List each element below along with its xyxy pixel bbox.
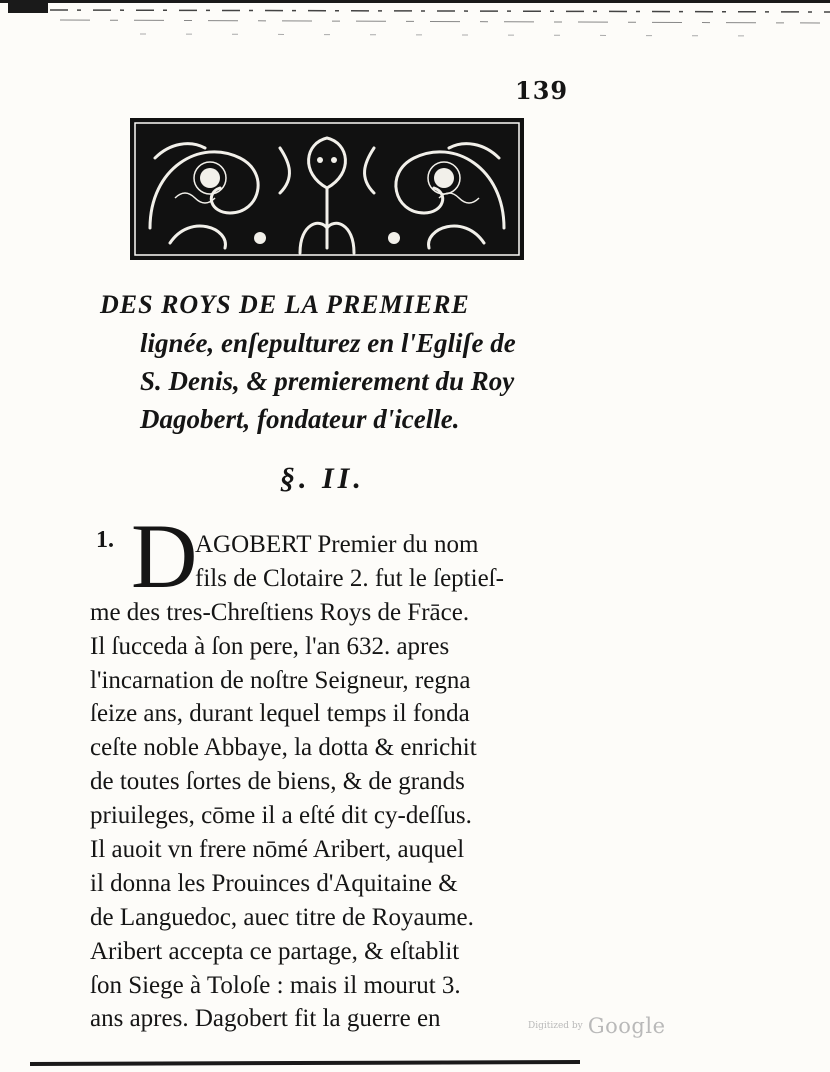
text-line: Aribert accepta ce partage, & eſtablit (90, 937, 460, 965)
text-line: ſeize ans, durant lequel temps il fonda (90, 700, 470, 728)
drop-cap: D (131, 505, 198, 607)
text-line: il donna les Prouinces d'Aquitaine & (90, 869, 458, 897)
text-line: Il ſucceda à ſon pere, l'an 632. apres (90, 632, 450, 660)
watermark-prefix: Digitized by (528, 1021, 583, 1031)
scan-top-edge (0, 0, 830, 40)
digitized-watermark (528, 1014, 666, 1038)
text-line: priuileges, cōme il a eſté dit cy-deſſus. (90, 802, 472, 830)
text-line: ſon Siege à Toloſe : mais il mourut 3. (90, 971, 461, 999)
text-line: AGOBERT Premier du nom (195, 531, 479, 558)
watermark-brand: Google (587, 1014, 666, 1038)
text-line: me des tres-Chreſtiens Roys de Frāce. (90, 598, 470, 626)
text-line: ans apres. Dagobert fit la guerre en (90, 1005, 441, 1033)
text-line: l'incarnation de noſtre Seigneur, regna (90, 666, 471, 694)
scan-bottom-edge (0, 1052, 830, 1072)
body-text (90, 528, 560, 1036)
heading-line: DES ROYS DE LA PREMIERE (100, 290, 470, 319)
heading-line: lignée, enſepulturez en l'Egliſe de (140, 328, 516, 358)
section-number: §. II. (280, 462, 365, 495)
page-number: 139 (515, 76, 569, 105)
foliate-headpiece-ornament-icon (130, 118, 524, 260)
text-line: Il auoit vn frere nōmé Aribert, auquel (90, 836, 465, 864)
heading-line: Dagobert, fondateur d'icelle. (140, 404, 460, 434)
text-line: ceſte noble Abbaye, la dotta & enrichit (90, 734, 477, 762)
text-line: de toutes ſortes de biens, & de grands (90, 768, 465, 796)
paragraph-number: 1. (96, 527, 114, 553)
heading-line: S. Denis, & premierement du Roy (140, 366, 515, 396)
chapter-heading (100, 286, 570, 438)
text-line: fils de Clotaire 2. fut le ſeptieſ- (195, 564, 504, 592)
text-line: de Languedoc, auec titre de Royaume. (90, 903, 474, 931)
